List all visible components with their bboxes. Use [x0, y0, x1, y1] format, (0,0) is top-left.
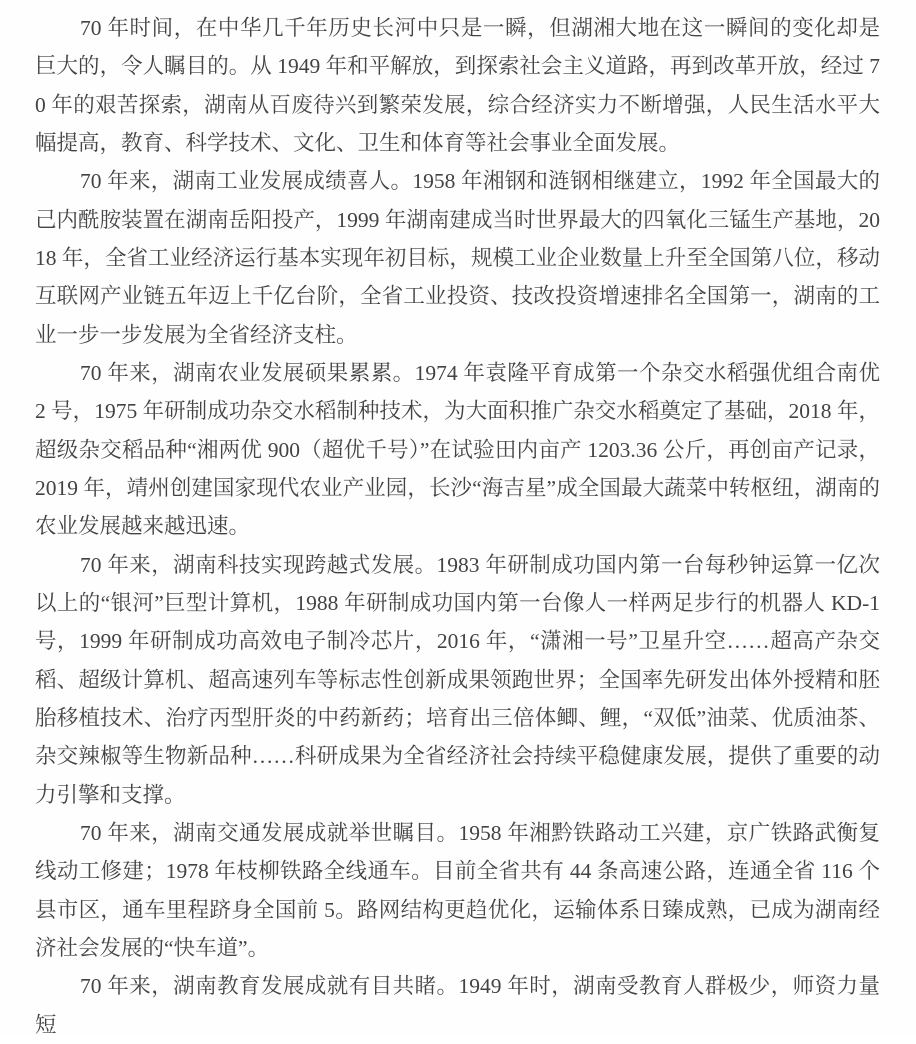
paragraph-education: 70 年来，湖南教育发展成就有目共睹。1949 年时，湖南受教育人群极少，师资力量短	[35, 974, 880, 1037]
paragraph-industry: 70 年来，湖南工业发展成绩喜人。1958 年湘钢和涟钢相继建立，1992 年全国最大的己内酰胺装置在湖南岳阳投产，1999 年湖南建成当时世界最大的四氧化三锰生产基地，2018 年，全省工业经济运行基本实现年初目标，规模工业企业数量上升至全国第八位，移动互联网产业链五年迈上千亿台阶，全省工业投资、技改投资增速排名全国第一，湖南的工业一步一步发展为全省经济支柱。	[35, 169, 880, 347]
paragraph-transport: 70 年来，湖南交通发展成就举世瞩目。1958 年湘黔铁路动工兴建，京广铁路武衡复线动工修建；1978 年枝柳铁路全线通车。目前全省共有 44 条高速公路，连通全省 116 个县市区，通车里程跻身全国前 5。路网结构更趋优化，运输体系日臻成熟，已成为湖南经济社会发展的“快车道”。	[35, 820, 880, 960]
paragraph-science-tech: 70 年来，湖南科技实现跨越式发展。1983 年研制成功国内第一台每秒钟运算一亿次以上的“银河”巨型计算机，1988 年研制成功国内第一台像人一样两足步行的机器人 KD-1 号，1999 年研制成功高效电子制冷芯片，2016 年，“潇湘一号”卫星升空……超高产杂交稻、超级计算机、超高速列车等标志性创新成果领跑世界；全国率先研发出体外授精和胚胎移植技术、治疗丙型肝炎的中药新药；培育出三倍体鲫、鲤，“双低”油菜、优质油茶、杂交辣椒等生物新品种……科研成果为全省经济社会持续平稳健康发展，提供了重要的动力引擎和支撑。	[35, 552, 880, 807]
document-body	[35, 9, 880, 1044]
paragraph-agriculture: 70 年来，湖南农业发展硕果累累。1974 年袁隆平育成第一个杂交水稻强优组合南优 2 号，1975 年研制成功杂交水稻制种技术，为大面积推广杂交水稻奠定了基础，2018 年，超级杂交稻品种“湘两优 900（超优千号）”在试验田内亩产 1203.36 公斤，再创亩产记录，2019 年，靖州创建国家现代农业产业园，长沙“海吉星”成全国最大蔬菜中转枢纽，湖南的农业发展越来越迅速。	[35, 360, 880, 539]
paragraph-overview: 70 年时间，在中华几千年历史长河中只是一瞬，但湖湘大地在这一瞬间的变化却是巨大的，令人瞩目的。从 1949 年和平解放，到探索社会主义道路，再到改革开放，经过 70 年的艰苦探索，湖南从百废待兴到繁荣发展，综合经济实力不断增强，人民生活水平大幅提高，教育、科学技术、文化、卫生和体育等社会事业全面发展。	[35, 16, 880, 155]
